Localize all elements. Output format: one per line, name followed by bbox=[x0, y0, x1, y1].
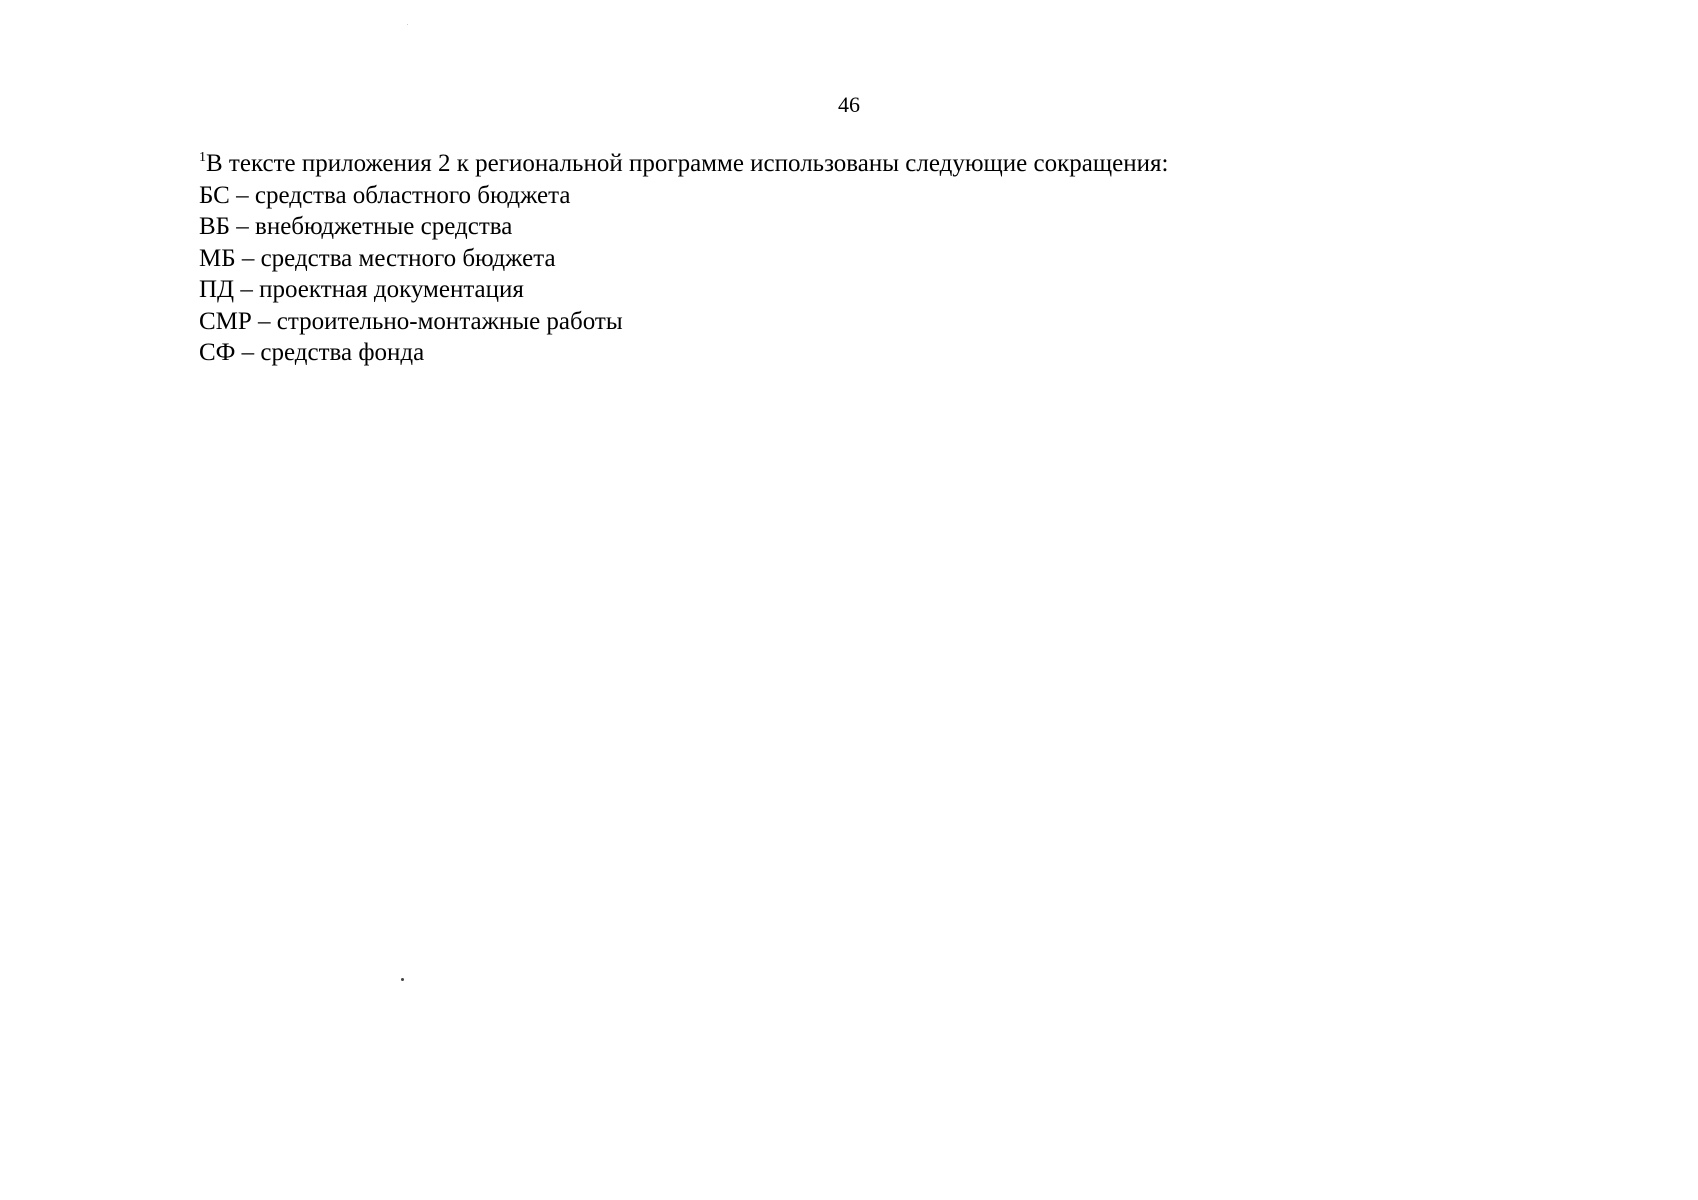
abbreviation-item: ВБ – внебюджетные средства bbox=[199, 213, 513, 240]
abbreviation-item: СФ – средства фонда bbox=[199, 339, 425, 366]
abbreviation-item: ПД – проектная документация bbox=[199, 276, 524, 303]
abbreviation-item: БС – средства областного бюджета bbox=[199, 181, 571, 209]
scan-speck bbox=[401, 978, 404, 981]
abbreviation-item: МБ – средства местного бюджета bbox=[199, 244, 556, 272]
footnote-intro-line bbox=[199, 148, 1599, 180]
abbreviation-item: СМР – строительно-монтажные работы bbox=[199, 307, 623, 335]
page-number: 46 bbox=[838, 92, 860, 117]
footnote-intro-text: В тексте приложения 2 к региональной программе использованы следующие сокращения: bbox=[206, 150, 1169, 177]
abbreviations-footnote bbox=[199, 148, 1599, 369]
footnote-marker: 1 bbox=[199, 150, 206, 165]
scan-speck bbox=[407, 24, 408, 25]
